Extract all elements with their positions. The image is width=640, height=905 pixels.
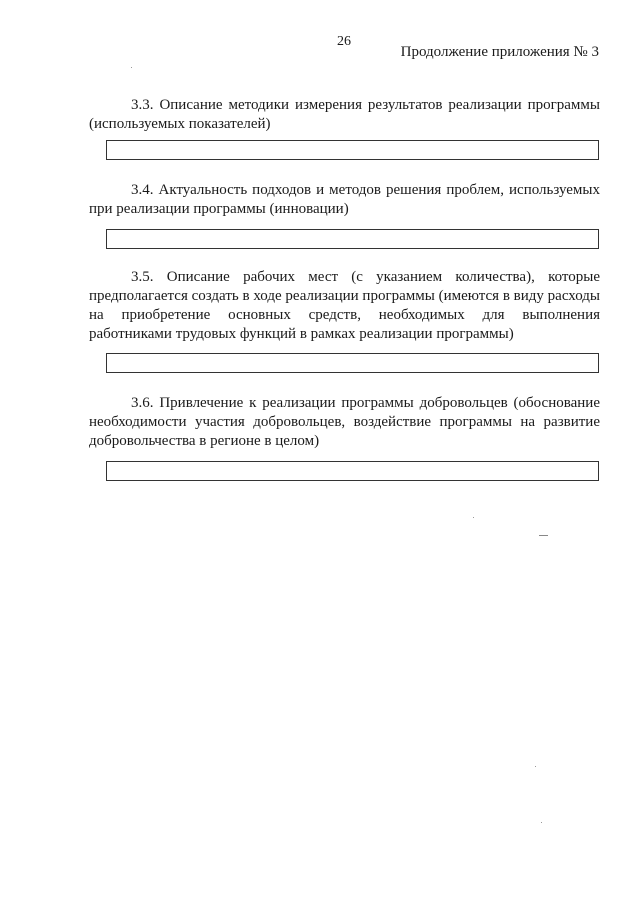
appendix-note: Продолжение приложения № 3 [400, 44, 599, 60]
answer-box-3-5[interactable] [106, 353, 599, 373]
section-text: 3.5. Описание рабочих мест (с указанием количества), которые предполагается создать в ходе реализации программы (имеются в виду расходы на приобретение основных средств, необходимых для выполнения работниками трудовых функций в рамках реализации программы) [89, 269, 600, 342]
section-3-6 [89, 394, 600, 451]
scan-dot [131, 67, 132, 68]
scan-dot [473, 517, 474, 518]
answer-box-3-3[interactable] [106, 140, 599, 160]
scan-mark [539, 535, 548, 536]
scan-dot [541, 822, 542, 823]
section-3-3 [89, 96, 600, 134]
section-3-5 [89, 268, 600, 344]
section-3-4 [89, 181, 600, 219]
page-number: 26 [337, 34, 351, 49]
section-text: 3.3. Описание методики измерения результатов реализации программы (используемых показателей) [89, 97, 600, 132]
answer-box-3-4[interactable] [106, 229, 599, 249]
scan-dot [535, 766, 536, 767]
section-text: 3.4. Актуальность подходов и методов решения проблем, используемых при реализации программы (инновации) [89, 182, 600, 217]
section-text: 3.6. Привлечение к реализации программы добровольцев (обоснование необходимости участия добровольцев, воздействие программы на развитие добровольчества в регионе в целом) [89, 395, 600, 449]
answer-box-3-6[interactable] [106, 461, 599, 481]
